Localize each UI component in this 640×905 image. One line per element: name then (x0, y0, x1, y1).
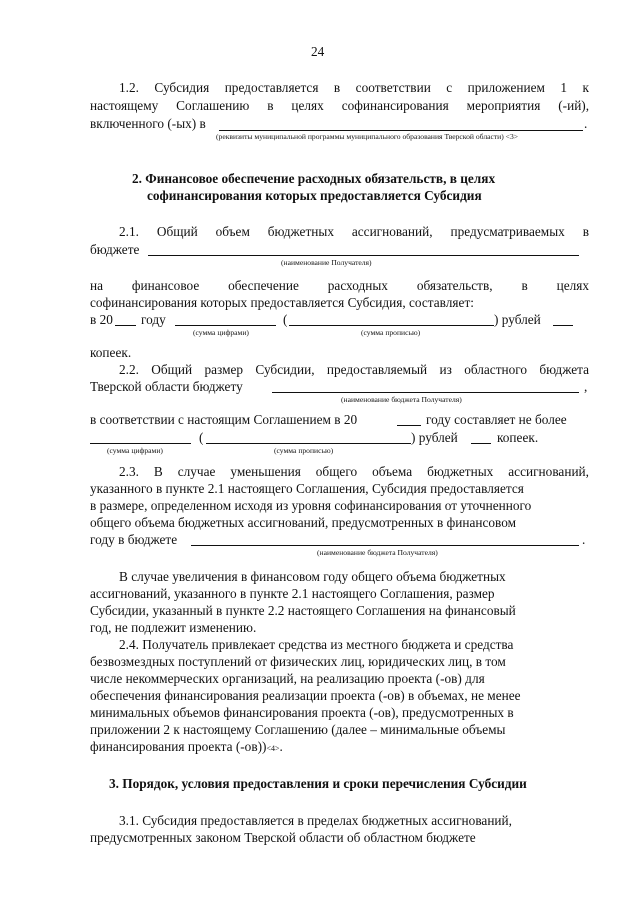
amount-words-blank[interactable] (289, 325, 494, 326)
recipient-budget-blank[interactable] (272, 392, 579, 393)
word: (-ий), (558, 98, 590, 113)
increase-para-line-3: Субсидии, указанный в пункте 2.2 настоящего Соглашения на финансовый (90, 603, 516, 618)
word: предоставляемый (326, 362, 428, 377)
word: на (90, 278, 104, 293)
word: расходных (327, 278, 388, 293)
line-end: . (279, 739, 283, 754)
subsidy-words-blank[interactable] (206, 443, 411, 444)
increase-para-line-1: В случае увеличения в финансовом году общего объема бюджетных (119, 569, 506, 584)
line-end-period-2: . (582, 532, 586, 547)
increase-para-line-4: год, не подлежит изменению. (90, 620, 257, 635)
clause-2-2-line-3a: в соответствии с настоящим Соглашением в 20 (90, 412, 358, 427)
word: обязательств, (416, 278, 493, 293)
word: настоящему (90, 98, 159, 113)
clause-2-4-line-6: приложении 2 к настоящему Соглашению (далее – минимальные объемы (90, 722, 506, 737)
clause-1-2-line-2 (90, 98, 589, 114)
clause-2-4-line-7 (90, 739, 283, 757)
clause-2-3-line-5: году в бюджете (90, 532, 178, 547)
program-details-blank[interactable] (219, 130, 583, 131)
year-blank-2[interactable] (397, 425, 421, 426)
word: областного (464, 362, 528, 377)
clause-1-2-line-1 (119, 80, 589, 96)
word: в (333, 80, 341, 95)
word: 1.2. (119, 80, 139, 95)
kopecks-blank[interactable] (553, 325, 573, 326)
clause-3-1-line-2: предусмотренных законом Тверской области об областном бюджете (90, 830, 476, 845)
word: бюджета (539, 362, 589, 377)
subsidy-digits-caption: (сумма цифрами) (107, 446, 163, 455)
paren-open: ( (283, 312, 288, 327)
word: предусматриваемых (450, 224, 565, 239)
year-blank[interactable] (115, 325, 136, 326)
word: размер (204, 362, 244, 377)
line-text: 2.3. В случае уменьшения общего объема бюджетных ассигнований, (119, 464, 589, 479)
word: в (521, 278, 528, 293)
kopecks-word-2: копеек. (497, 430, 539, 445)
word: приложением (467, 80, 545, 95)
word: предоставляется (224, 80, 319, 95)
word: в (582, 224, 589, 239)
kopecks-blank-2[interactable] (471, 443, 491, 444)
recipient-budget-caption: (наименование бюджета Получателя) (341, 395, 462, 404)
line-end-comma: , (584, 379, 588, 394)
budget-name-caption: (наименование бюджета Получателя) (317, 548, 438, 557)
line-end-period: . (584, 116, 588, 131)
increase-para-line-2: ассигнований, указанного в пункте 2.1 настоящего Соглашения, размер (90, 586, 495, 601)
word: Общий (151, 362, 193, 377)
clause-2-4-line-3: числе некоммерческих организаций, на реализацию проекта (-ов) для (90, 671, 485, 686)
word: целях (291, 98, 324, 113)
word: объем (215, 224, 250, 239)
clause-2-4-line-1: 2.4. Получатель привлекает средства из местного бюджета и средства (119, 637, 514, 652)
word: 1 (560, 80, 568, 95)
word: в (267, 98, 274, 113)
word: Субсидии, (255, 362, 315, 377)
clause-2-3-line-1 (119, 464, 589, 480)
word: Соглашению (176, 98, 250, 113)
clause-3-1-line-1: 3.1. Субсидия предоставляется в пределах бюджетных ассигнований, (119, 813, 512, 828)
line-text: финансирования проекта (-ов)) (90, 739, 267, 754)
footnote-ref: <4> (266, 744, 280, 753)
clause-2-1-line-1 (119, 224, 589, 240)
clause-2-4-line-5: минимальных объемов финансирования проекта (-ов), предусмотренных в (90, 705, 514, 720)
word: обеспечение (228, 278, 299, 293)
word: бюджетных (267, 224, 334, 239)
word: ассигнований, (351, 224, 433, 239)
word: софинансирования (341, 98, 449, 113)
budget-name-blank[interactable] (191, 545, 579, 546)
recipient-name-caption: (наименование Получателя) (281, 258, 372, 267)
clause-2-4-line-4: обеспечения финансирования реализации проекта (-ов) в объемах, не менее (90, 688, 521, 703)
rubles-label-2: ) рублей (411, 430, 458, 445)
clause-2-3-line-3: в размере, определенном исходя из уровня софинансирования от уточненного (90, 498, 532, 513)
clause-2-2-line-3b: году составляет не более (426, 412, 567, 427)
clause-1-2-line-3: включенного (-ых) в (90, 116, 206, 131)
section-2-heading-line-1: 2. Финансовое обеспечение расходных обязательств, в целях (132, 171, 496, 186)
section-2-heading-line-2: софинансирования которых предоставляется Субсидия (147, 188, 482, 203)
year-prefix: в 20 (90, 312, 113, 327)
clause-2-4-line-2: безвозмездных поступлений от физических лиц, юридических лиц, в том (90, 654, 506, 669)
word: целях (556, 278, 590, 293)
program-details-caption: (реквизиты муниципальной программы муниципального образования Тверской области) <3> (216, 132, 519, 141)
clause-2-3-line-2: указанного в пункте 2.1 настоящего Соглашения, Субсидия предоставляется (90, 481, 524, 496)
word: Общий (156, 224, 198, 239)
rubles-label: ) рублей (494, 312, 541, 327)
kopecks-word: копеек. (90, 345, 132, 360)
word: соответствии (355, 80, 431, 95)
word: из (439, 362, 452, 377)
clause-2-2-line-1 (119, 362, 589, 378)
amount-digits-caption: (сумма цифрами) (193, 328, 249, 337)
year-word: году (141, 312, 166, 327)
word: с (446, 80, 453, 95)
word: финансовое (131, 278, 200, 293)
amount-digits-blank[interactable] (175, 325, 276, 326)
clause-2-1-line-3 (90, 278, 589, 294)
page-number: 24 (311, 44, 325, 59)
subsidy-digits-blank[interactable] (90, 443, 191, 444)
clause-2-3-line-4: общего объема бюджетных ассигнований, предусмотренных в финансовом (90, 515, 517, 530)
word: Субсидия (154, 80, 210, 95)
word: к (582, 80, 590, 95)
clause-2-1-line-4: софинансирования которых предоставляется Субсидия, составляет: (90, 295, 474, 310)
clause-2-2-line-2: Тверской области бюджету (90, 379, 243, 394)
word: 2.2. (119, 362, 139, 377)
word: 2.1. (119, 224, 139, 239)
section-3-heading: 3. Порядок, условия предоставления и сроки перечисления Субсидии (109, 776, 527, 791)
amount-words-caption: (сумма прописью) (361, 328, 421, 337)
clause-2-1-line-2: бюджете (90, 242, 140, 257)
word: мероприятия (466, 98, 541, 113)
recipient-name-blank[interactable] (148, 255, 579, 256)
subsidy-words-caption: (сумма прописью) (274, 446, 334, 455)
paren-open-2: ( (199, 430, 204, 445)
